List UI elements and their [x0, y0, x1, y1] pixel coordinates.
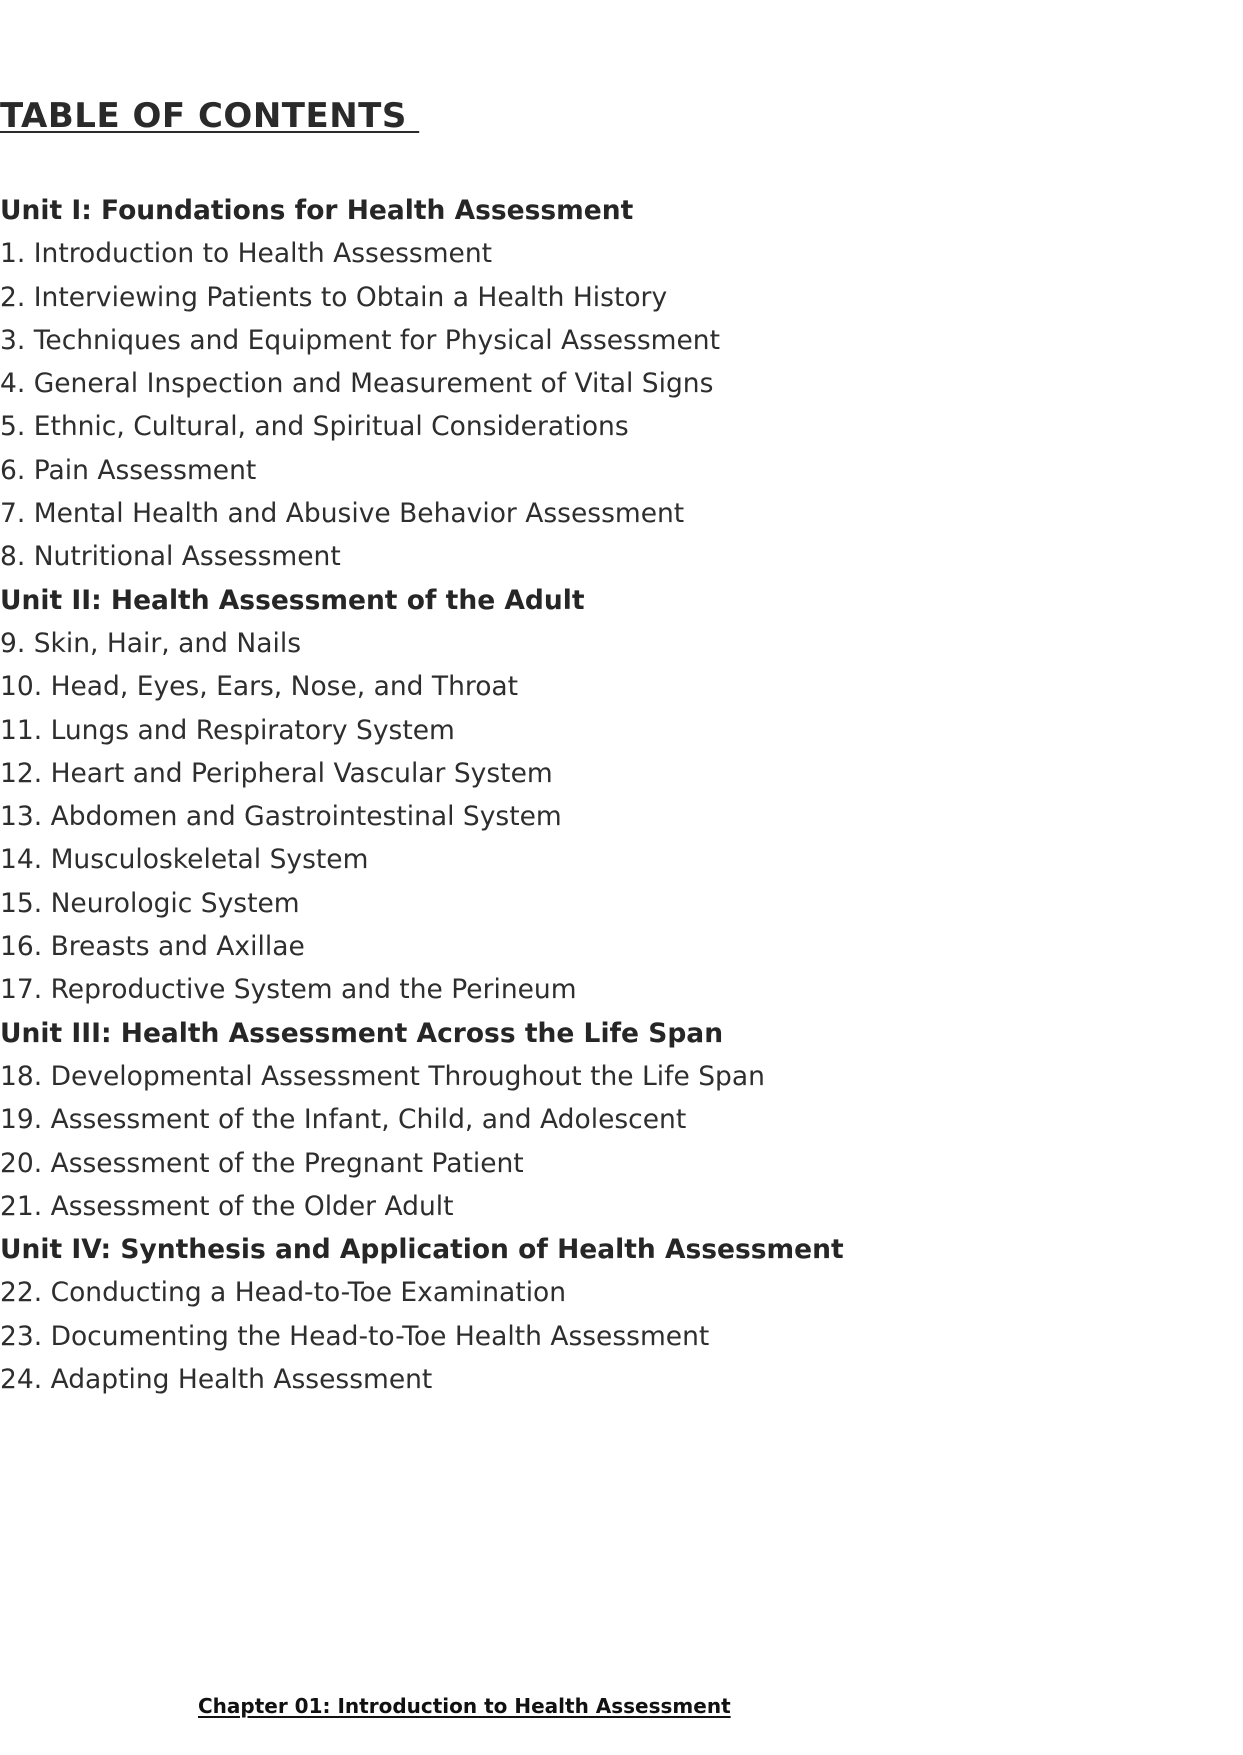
toc-chapter-item: 16. Breasts and Axillae [0, 931, 305, 963]
toc-unit-heading: Unit I: Foundations for Health Assessment [0, 195, 634, 226]
toc-chapter-item: 17. Reproductive System and the Perineum [0, 974, 577, 1006]
toc-chapter-item: 14. Musculoskeletal System [0, 844, 369, 876]
toc-chapter-item: 15. Neurologic System [0, 887, 300, 919]
toc-unit-heading: Unit II: Health Assessment of the Adult [0, 584, 585, 616]
toc-chapter-item: 4. General Inspection and Measurement of Vital Signs [0, 368, 714, 400]
toc-chapter-item: 18. Developmental Assessment Throughout the Life Span [0, 1060, 765, 1092]
toc-chapter-item: 23. Documenting the Head-to-Toe Health Assessment [0, 1320, 710, 1352]
toc-chapter-item: 22. Conducting a Head-to-Toe Examination [0, 1277, 567, 1309]
toc-chapter-item: 12. Heart and Peripheral Vascular System [0, 757, 553, 789]
chapter-footer-link[interactable]: Chapter 01: Introduction to Health Assessment [198, 1694, 731, 1718]
toc-chapter-item: 11. Lungs and Respiratory System [0, 714, 455, 746]
toc-chapter-item: 24. Adapting Health Assessment [0, 1364, 433, 1396]
page-title: TABLE OF CONTENTS [0, 96, 420, 136]
toc-chapter-item: 7. Mental Health and Abusive Behavior Assessment [0, 498, 685, 530]
toc-chapter-item: 21. Assessment of the Older Adult [0, 1190, 454, 1222]
toc-chapter-item: 5. Ethnic, Cultural, and Spiritual Considerations [0, 411, 629, 443]
toc-chapter-item: 2. Interviewing Patients to Obtain a Health History [0, 281, 668, 313]
toc-list [0, 189, 844, 1401]
toc-chapter-item: 1. Introduction to Health Assessment [0, 238, 493, 270]
toc-chapter-item: 13. Abdomen and Gastrointestinal System [0, 801, 562, 833]
toc-chapter-item: 8. Nutritional Assessment [0, 541, 341, 573]
toc-chapter-item: 9. Skin, Hair, and Nails [0, 627, 302, 659]
toc-chapter-item: 20. Assessment of the Pregnant Patient [0, 1147, 524, 1179]
toc-unit-heading: Unit III: Health Assessment Across the Life Span [0, 1017, 724, 1049]
toc-chapter-item: 6. Pain Assessment [0, 454, 257, 486]
toc-chapter-item: 3. Techniques and Equipment for Physical Assessment [0, 324, 720, 356]
toc-chapter-item: 19. Assessment of the Infant, Child, and Adolescent [0, 1104, 687, 1136]
toc-unit-heading: Unit IV: Synthesis and Application of Health Assessment [0, 1234, 844, 1266]
toc-chapter-item: 10. Head, Eyes, Ears, Nose, and Throat [0, 671, 519, 703]
